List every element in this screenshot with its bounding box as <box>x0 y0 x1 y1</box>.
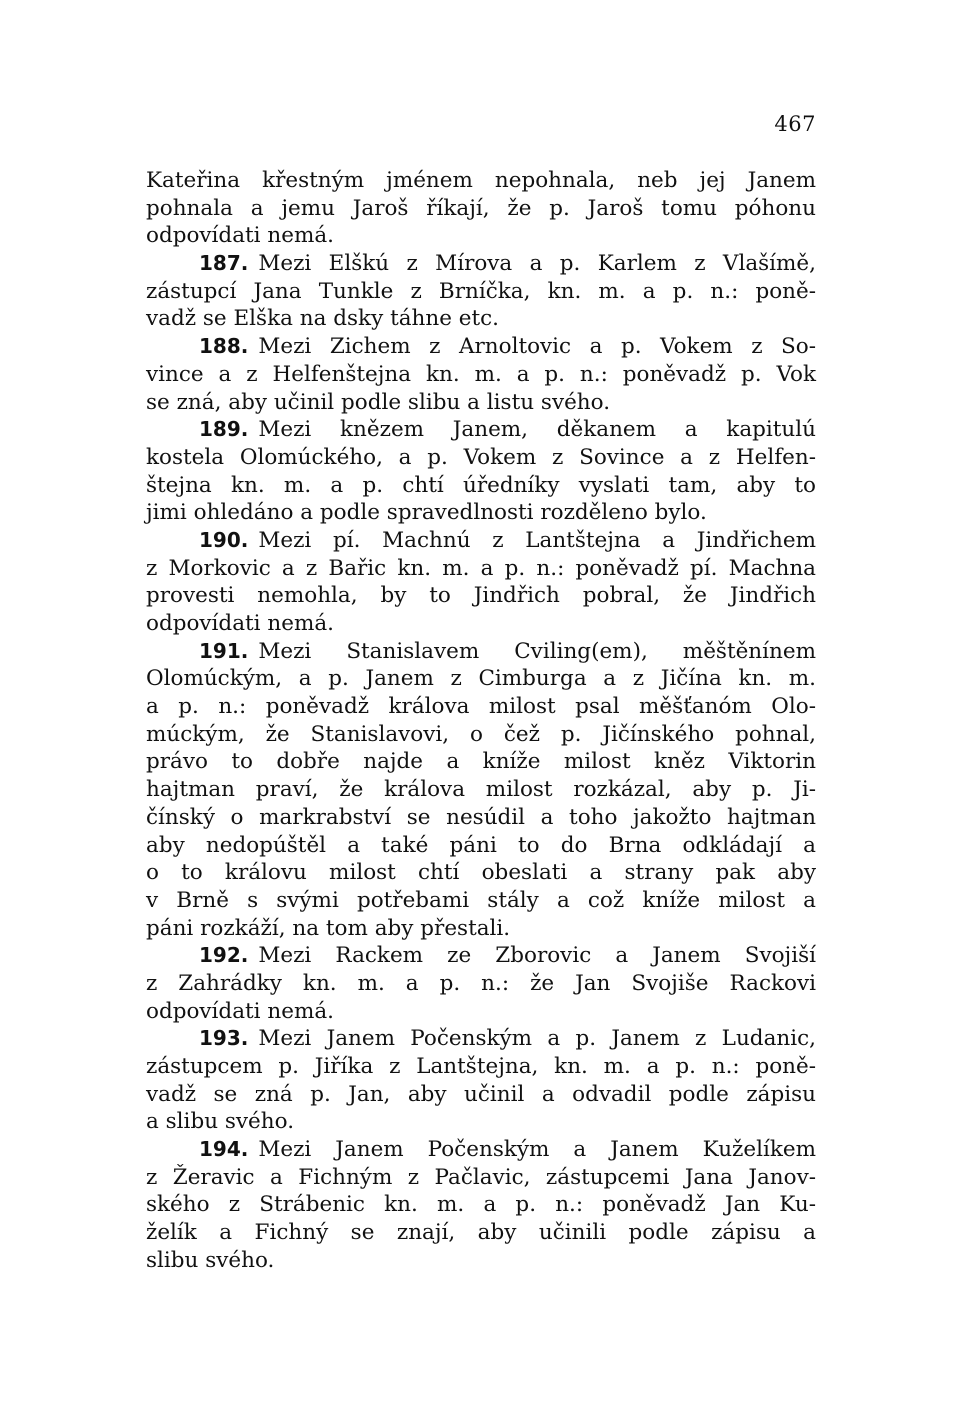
entry-number: 192. <box>199 943 249 968</box>
body-text <box>146 167 816 1275</box>
text-line <box>146 832 816 860</box>
entry-first-line <box>146 1025 816 1053</box>
line-text: Mezi Elškú z Mírova a p. Karlem z Vlašímě, <box>258 251 816 277</box>
line-text: vadž se Elška na dsky táhne etc. <box>146 306 500 332</box>
text-line <box>146 804 816 832</box>
line-text: hajtman praví, že králova milost rozkázal, aby p. Ji- <box>146 777 816 803</box>
text-line <box>146 1247 816 1275</box>
text-line <box>146 721 816 749</box>
line-text: jimi ohledáno a podle spravedlnosti rozděleno bylo. <box>146 500 707 526</box>
line-text: se zná, aby učinil podle slibu a listu svého. <box>146 389 611 415</box>
line-text: zástupcem p. Jiříka z Lantštejna, kn. m. a p. n.: poně- <box>146 1054 816 1079</box>
line-text: právo to dobře najde a kníže milost kněz Viktorin <box>146 749 816 775</box>
text-line <box>146 887 816 915</box>
text-line <box>146 665 816 693</box>
text-line <box>146 555 816 583</box>
entry-first-line <box>146 333 816 361</box>
entry-number: 190. <box>199 527 249 552</box>
line-text: provesti nemohla, by to Jindřich pobral, že Jindřich <box>146 583 816 609</box>
line-text: vadž se zná p. Jan, aby učinil a odvadil podle zápisu <box>146 1081 816 1107</box>
line-text: Mezi Zichem z Arnoltovic a p. Vokem z So- <box>258 334 816 360</box>
text-line <box>146 748 816 776</box>
line-text: Mezi knězem Janem, děkanem a kapitulú <box>258 417 816 443</box>
entry-number: 189. <box>199 417 249 442</box>
line-text: páni rozkáží, na tom aby přestali. <box>146 915 511 941</box>
entry-number: 188. <box>199 334 249 359</box>
entry-number: 193. <box>199 1026 249 1051</box>
text-line <box>146 915 816 943</box>
text-line <box>146 776 816 804</box>
text-line <box>146 167 816 195</box>
line-text: pohnala a jemu Jaroš říkají, že p. Jaroš tomu póhonu <box>146 195 816 221</box>
line-text: Kateřina křestným jménem nepohnala, neb jej Janem <box>146 168 816 193</box>
line-text: z Žeravic a Fichným z Pačlavic, zástupcemi Jana Janov- <box>146 1164 816 1190</box>
text-line <box>146 859 816 887</box>
line-text: Mezi Stanislavem Cviling(em), měštěnínem <box>258 638 816 664</box>
text-line <box>146 195 816 223</box>
text-line <box>146 1053 816 1081</box>
line-text: Olomúckým, a p. Janem z Cimburga a z Jičína kn. m. <box>146 666 816 692</box>
text-line <box>146 499 816 527</box>
line-text: z Zahrádky kn. m. a p. n.: že Jan Svojiše Rackovi <box>146 970 816 996</box>
line-text: Mezi Rackem ze Zborovic a Janem Svojiší <box>258 943 816 969</box>
text-line <box>146 1108 816 1136</box>
text-line <box>146 444 816 472</box>
entry-number: 187. <box>199 251 249 276</box>
entry-first-line <box>146 527 816 555</box>
text-line <box>146 361 816 389</box>
line-text: želík a Fichný se znají, aby učinili podle zápisu a <box>146 1220 816 1246</box>
entry-first-line <box>146 250 816 278</box>
line-text: odpovídati nemá. <box>146 998 334 1024</box>
line-text: kostela Olomúckého, a p. Vokem z Sovince a z Helfen- <box>146 444 816 470</box>
line-text: múckým, že Stanislavovi, o čež p. Jičínského pohnal, <box>146 721 816 747</box>
line-text: aby nedopúštěl a také páni to do Brna odkládají a <box>146 832 816 858</box>
entry-first-line <box>146 638 816 666</box>
line-text: o to královu milost chtí obeslati a strany pak aby <box>146 860 816 886</box>
line-text: a slibu svého. <box>146 1109 295 1135</box>
text-line <box>146 389 816 417</box>
text-line <box>146 610 816 638</box>
entry-number: 191. <box>199 638 249 663</box>
entry-number: 194. <box>199 1137 249 1162</box>
line-text: z Morkovic a z Bařic kn. m. a p. n.: poněvadž pí. Machna <box>146 555 816 581</box>
line-text: čínský o markrabství se nesúdil a toho jakožto hajtman <box>146 804 816 830</box>
text-line <box>146 305 816 333</box>
line-text: štejna kn. m. a p. chtí úředníky vyslati tam, aby to <box>146 472 816 498</box>
text-line <box>146 998 816 1026</box>
line-text: odpovídati nemá. <box>146 223 334 249</box>
text-line <box>146 1191 816 1219</box>
entry-first-line <box>146 942 816 970</box>
text-line <box>146 278 816 306</box>
text-line <box>146 1081 816 1109</box>
line-text: slibu svého. <box>146 1247 275 1273</box>
line-text: Mezi pí. Machnú z Lantštejna a Jindřichem <box>258 527 816 553</box>
line-text: Mezi Janem Počenským a p. Janem z Ludanic, <box>258 1026 816 1052</box>
text-line <box>146 582 816 610</box>
line-text: vince a z Helfenštejna kn. m. a p. n.: poněvadž p. Vok <box>146 361 816 387</box>
text-line <box>146 970 816 998</box>
text-line <box>146 1164 816 1192</box>
page-number: 467 <box>774 112 816 136</box>
text-line <box>146 472 816 500</box>
entry-first-line <box>146 416 816 444</box>
line-text: Mezi Janem Počenským a Janem Kuželíkem <box>258 1137 816 1163</box>
text-line <box>146 222 816 250</box>
text-line <box>146 693 816 721</box>
line-text: ského z Strábenic kn. m. a p. n.: poněvadž Jan Ku- <box>146 1192 816 1218</box>
line-text: a p. n.: poněvadž králova milost psal měšťanóm Olo- <box>146 694 816 720</box>
line-text: zástupcí Jana Tunkle z Brníčka, kn. m. a p. n.: poně- <box>146 278 816 304</box>
line-text: odpovídati nemá. <box>146 611 334 636</box>
text-line <box>146 1219 816 1247</box>
line-text: v Brně s svými potřebami stály a což kníže milost a <box>146 887 816 913</box>
entry-first-line <box>146 1136 816 1164</box>
